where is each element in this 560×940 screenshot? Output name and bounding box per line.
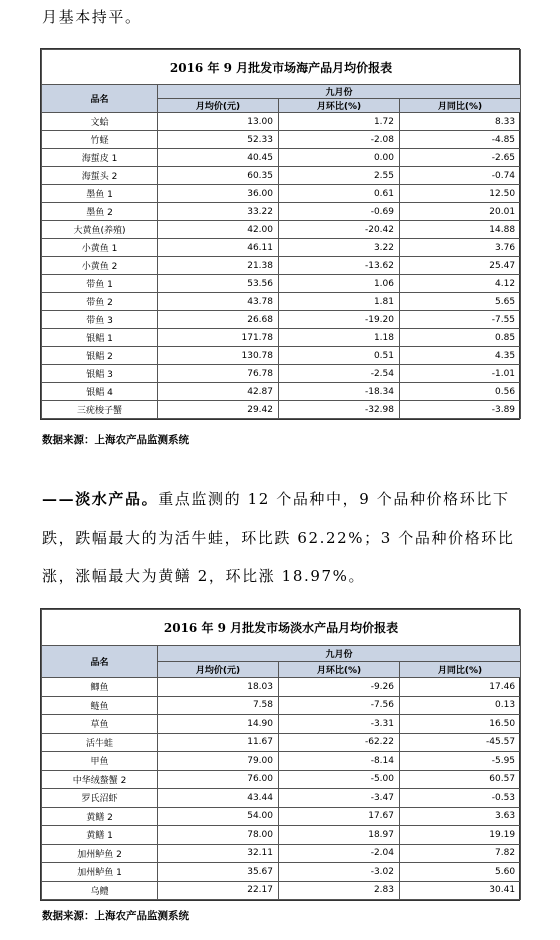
product-name-cell: 黄鳝 2 — [42, 807, 158, 826]
mom-cell: -32.98 — [279, 401, 400, 419]
product-name-cell: 墨鱼 2 — [42, 203, 158, 221]
product-name-cell: 竹蛏 — [42, 131, 158, 149]
yoy-cell: 14.88 — [400, 221, 521, 239]
product-name-cell: 银鲳 1 — [42, 329, 158, 347]
product-name-cell: 文蛤 — [42, 113, 158, 131]
mom-cell: -18.34 — [279, 383, 400, 401]
section-body: 重点监测的 12 个品种中，9 个品种价格环比下跌，跌幅最大的为活牛蛙，环比跌 62.22%；3 个品种价格环比涨，涨幅最大为黄鳝 2，环比涨 18.97%。 — [42, 490, 515, 585]
mom-cell: -8.14 — [279, 752, 400, 771]
yoy-cell: 12.50 — [400, 185, 521, 203]
product-name-cell: 罗氏沼虾 — [42, 789, 158, 808]
column-header-name: 品名 — [42, 85, 158, 113]
product-name-cell: 中华绒螯蟹 2 — [42, 770, 158, 789]
price-cell: 76.00 — [158, 770, 279, 789]
mom-cell: 1.18 — [279, 329, 400, 347]
mom-cell: -9.26 — [279, 678, 400, 697]
seafood-table-body — [42, 113, 521, 419]
mom-cell: -3.02 — [279, 863, 400, 882]
table-row — [42, 881, 521, 900]
price-cell: 13.00 — [158, 113, 279, 131]
product-name-cell: 大黄鱼(养殖) — [42, 221, 158, 239]
table-row — [42, 401, 521, 419]
table-row — [42, 770, 521, 789]
yoy-cell: -3.89 — [400, 401, 521, 419]
product-name-cell: 银鲳 4 — [42, 383, 158, 401]
table-row — [42, 383, 521, 401]
column-header-yoy: 月同比(%) — [400, 662, 521, 678]
yoy-cell: 5.65 — [400, 293, 521, 311]
product-name-cell: 加州鲈鱼 2 — [42, 844, 158, 863]
table-row — [42, 293, 521, 311]
price-cell: 46.11 — [158, 239, 279, 257]
mom-cell: 1.72 — [279, 113, 400, 131]
table-row — [42, 185, 521, 203]
mom-cell: 17.67 — [279, 807, 400, 826]
price-cell: 76.78 — [158, 365, 279, 383]
product-name-cell: 墨鱼 1 — [42, 185, 158, 203]
data-source-note: 数据来源：上海农产品监测系统 — [42, 910, 189, 922]
table-row — [42, 826, 521, 845]
yoy-cell: 3.76 — [400, 239, 521, 257]
price-cell: 60.35 — [158, 167, 279, 185]
yoy-cell: 20.01 — [400, 203, 521, 221]
yoy-cell: 5.60 — [400, 863, 521, 882]
price-cell: 53.56 — [158, 275, 279, 293]
table-row — [42, 131, 521, 149]
price-cell: 11.67 — [158, 733, 279, 752]
mom-cell: 1.06 — [279, 275, 400, 293]
yoy-cell: 16.50 — [400, 715, 521, 734]
yoy-cell: 30.41 — [400, 881, 521, 900]
price-cell: 130.78 — [158, 347, 279, 365]
yoy-cell: 19.19 — [400, 826, 521, 845]
product-name-cell: 鲫鱼 — [42, 678, 158, 697]
product-name-cell: 小黄鱼 2 — [42, 257, 158, 275]
seafood-price-table — [40, 48, 520, 420]
product-name-cell: 甲鱼 — [42, 752, 158, 771]
price-cell: 42.87 — [158, 383, 279, 401]
yoy-cell: -0.53 — [400, 789, 521, 808]
mom-cell: 0.00 — [279, 149, 400, 167]
yoy-cell: -7.55 — [400, 311, 521, 329]
product-name-cell: 带鱼 3 — [42, 311, 158, 329]
yoy-cell: -4.85 — [400, 131, 521, 149]
mom-cell: 0.61 — [279, 185, 400, 203]
mom-cell: 18.97 — [279, 826, 400, 845]
product-name-cell: 加州鲈鱼 1 — [42, 863, 158, 882]
product-name-cell: 黄鳝 1 — [42, 826, 158, 845]
table-row — [42, 167, 521, 185]
price-cell: 26.68 — [158, 311, 279, 329]
yoy-cell: -1.01 — [400, 365, 521, 383]
mom-cell: -2.08 — [279, 131, 400, 149]
price-cell: 52.33 — [158, 131, 279, 149]
product-name-cell: 海蜇皮 1 — [42, 149, 158, 167]
yoy-cell: 0.85 — [400, 329, 521, 347]
table-row — [42, 149, 521, 167]
table-row — [42, 863, 521, 882]
intro-line: 月基本持平。 — [42, 8, 142, 26]
price-cell: 40.45 — [158, 149, 279, 167]
yoy-cell: -5.95 — [400, 752, 521, 771]
table-row — [42, 696, 521, 715]
table-row — [42, 844, 521, 863]
mom-cell: 3.22 — [279, 239, 400, 257]
yoy-cell: -2.65 — [400, 149, 521, 167]
price-cell: 78.00 — [158, 826, 279, 845]
table-row — [42, 678, 521, 697]
table-row — [42, 311, 521, 329]
freshwater-paragraph — [42, 480, 532, 596]
column-header-price: 月均价(元) — [158, 662, 279, 678]
price-cell: 22.17 — [158, 881, 279, 900]
yoy-cell: 3.63 — [400, 807, 521, 826]
price-cell: 43.44 — [158, 789, 279, 808]
product-name-cell: 带鱼 1 — [42, 275, 158, 293]
mom-cell: -2.54 — [279, 365, 400, 383]
yoy-cell: 8.33 — [400, 113, 521, 131]
product-name-cell: 乌鳢 — [42, 881, 158, 900]
price-cell: 7.58 — [158, 696, 279, 715]
freshwater-table-body — [42, 678, 521, 900]
period-header: 九月份 — [158, 646, 521, 662]
price-cell: 21.38 — [158, 257, 279, 275]
yoy-cell: 0.56 — [400, 383, 521, 401]
table-row — [42, 733, 521, 752]
mom-cell: 0.51 — [279, 347, 400, 365]
mom-cell: 2.55 — [279, 167, 400, 185]
mom-cell: 1.81 — [279, 293, 400, 311]
table-title: 2016 年 9 月批发市场海产品月均价报表 — [42, 50, 521, 85]
product-name-cell: 银鲳 2 — [42, 347, 158, 365]
price-cell: 29.42 — [158, 401, 279, 419]
table-row — [42, 347, 521, 365]
mom-cell: -13.62 — [279, 257, 400, 275]
price-cell: 54.00 — [158, 807, 279, 826]
product-name-cell: 带鱼 2 — [42, 293, 158, 311]
product-name-cell: 小黄鱼 1 — [42, 239, 158, 257]
yoy-cell: -0.74 — [400, 167, 521, 185]
price-cell: 14.90 — [158, 715, 279, 734]
product-name-cell: 三疣梭子蟹 — [42, 401, 158, 419]
column-header-name: 品名 — [42, 646, 158, 678]
mom-cell: -20.42 — [279, 221, 400, 239]
table-row — [42, 257, 521, 275]
table-row — [42, 807, 521, 826]
mom-cell: -7.56 — [279, 696, 400, 715]
yoy-cell: 4.12 — [400, 275, 521, 293]
column-header-yoy: 月同比(%) — [400, 99, 521, 113]
yoy-cell: 17.46 — [400, 678, 521, 697]
yoy-cell: 4.35 — [400, 347, 521, 365]
table-row — [42, 221, 521, 239]
freshwater-price-table — [40, 608, 520, 901]
table-row — [42, 752, 521, 771]
column-header-price: 月均价(元) — [158, 99, 279, 113]
price-cell: 18.03 — [158, 678, 279, 697]
mom-cell: -3.47 — [279, 789, 400, 808]
table-row — [42, 365, 521, 383]
table-row — [42, 203, 521, 221]
column-header-mom: 月环比(%) — [279, 662, 400, 678]
yoy-cell: 0.13 — [400, 696, 521, 715]
product-name-cell: 银鲳 3 — [42, 365, 158, 383]
price-cell: 33.22 — [158, 203, 279, 221]
mom-cell: -3.31 — [279, 715, 400, 734]
table-row — [42, 113, 521, 131]
price-cell: 36.00 — [158, 185, 279, 203]
price-cell: 171.78 — [158, 329, 279, 347]
product-name-cell: 活牛蛙 — [42, 733, 158, 752]
table-row — [42, 275, 521, 293]
data-source-note: 数据来源：上海农产品监测系统 — [42, 434, 189, 446]
mom-cell: -5.00 — [279, 770, 400, 789]
section-lead: ——淡水产品。 — [42, 490, 159, 508]
table-row — [42, 329, 521, 347]
yoy-cell: 60.57 — [400, 770, 521, 789]
price-cell: 42.00 — [158, 221, 279, 239]
price-cell: 35.67 — [158, 863, 279, 882]
mom-cell: -0.69 — [279, 203, 400, 221]
column-header-mom: 月环比(%) — [279, 99, 400, 113]
table-row — [42, 715, 521, 734]
mom-cell: 2.83 — [279, 881, 400, 900]
product-name-cell: 鲢鱼 — [42, 696, 158, 715]
mom-cell: -62.22 — [279, 733, 400, 752]
mom-cell: -2.04 — [279, 844, 400, 863]
price-cell: 43.78 — [158, 293, 279, 311]
yoy-cell: -45.57 — [400, 733, 521, 752]
table-row — [42, 789, 521, 808]
table-title: 2016 年 9 月批发市场淡水产品月均价报表 — [42, 610, 521, 646]
period-header: 九月份 — [158, 85, 521, 99]
price-cell: 79.00 — [158, 752, 279, 771]
yoy-cell: 25.47 — [400, 257, 521, 275]
mom-cell: -19.20 — [279, 311, 400, 329]
yoy-cell: 7.82 — [400, 844, 521, 863]
product-name-cell: 海蜇头 2 — [42, 167, 158, 185]
product-name-cell: 草鱼 — [42, 715, 158, 734]
table-row — [42, 239, 521, 257]
price-cell: 32.11 — [158, 844, 279, 863]
